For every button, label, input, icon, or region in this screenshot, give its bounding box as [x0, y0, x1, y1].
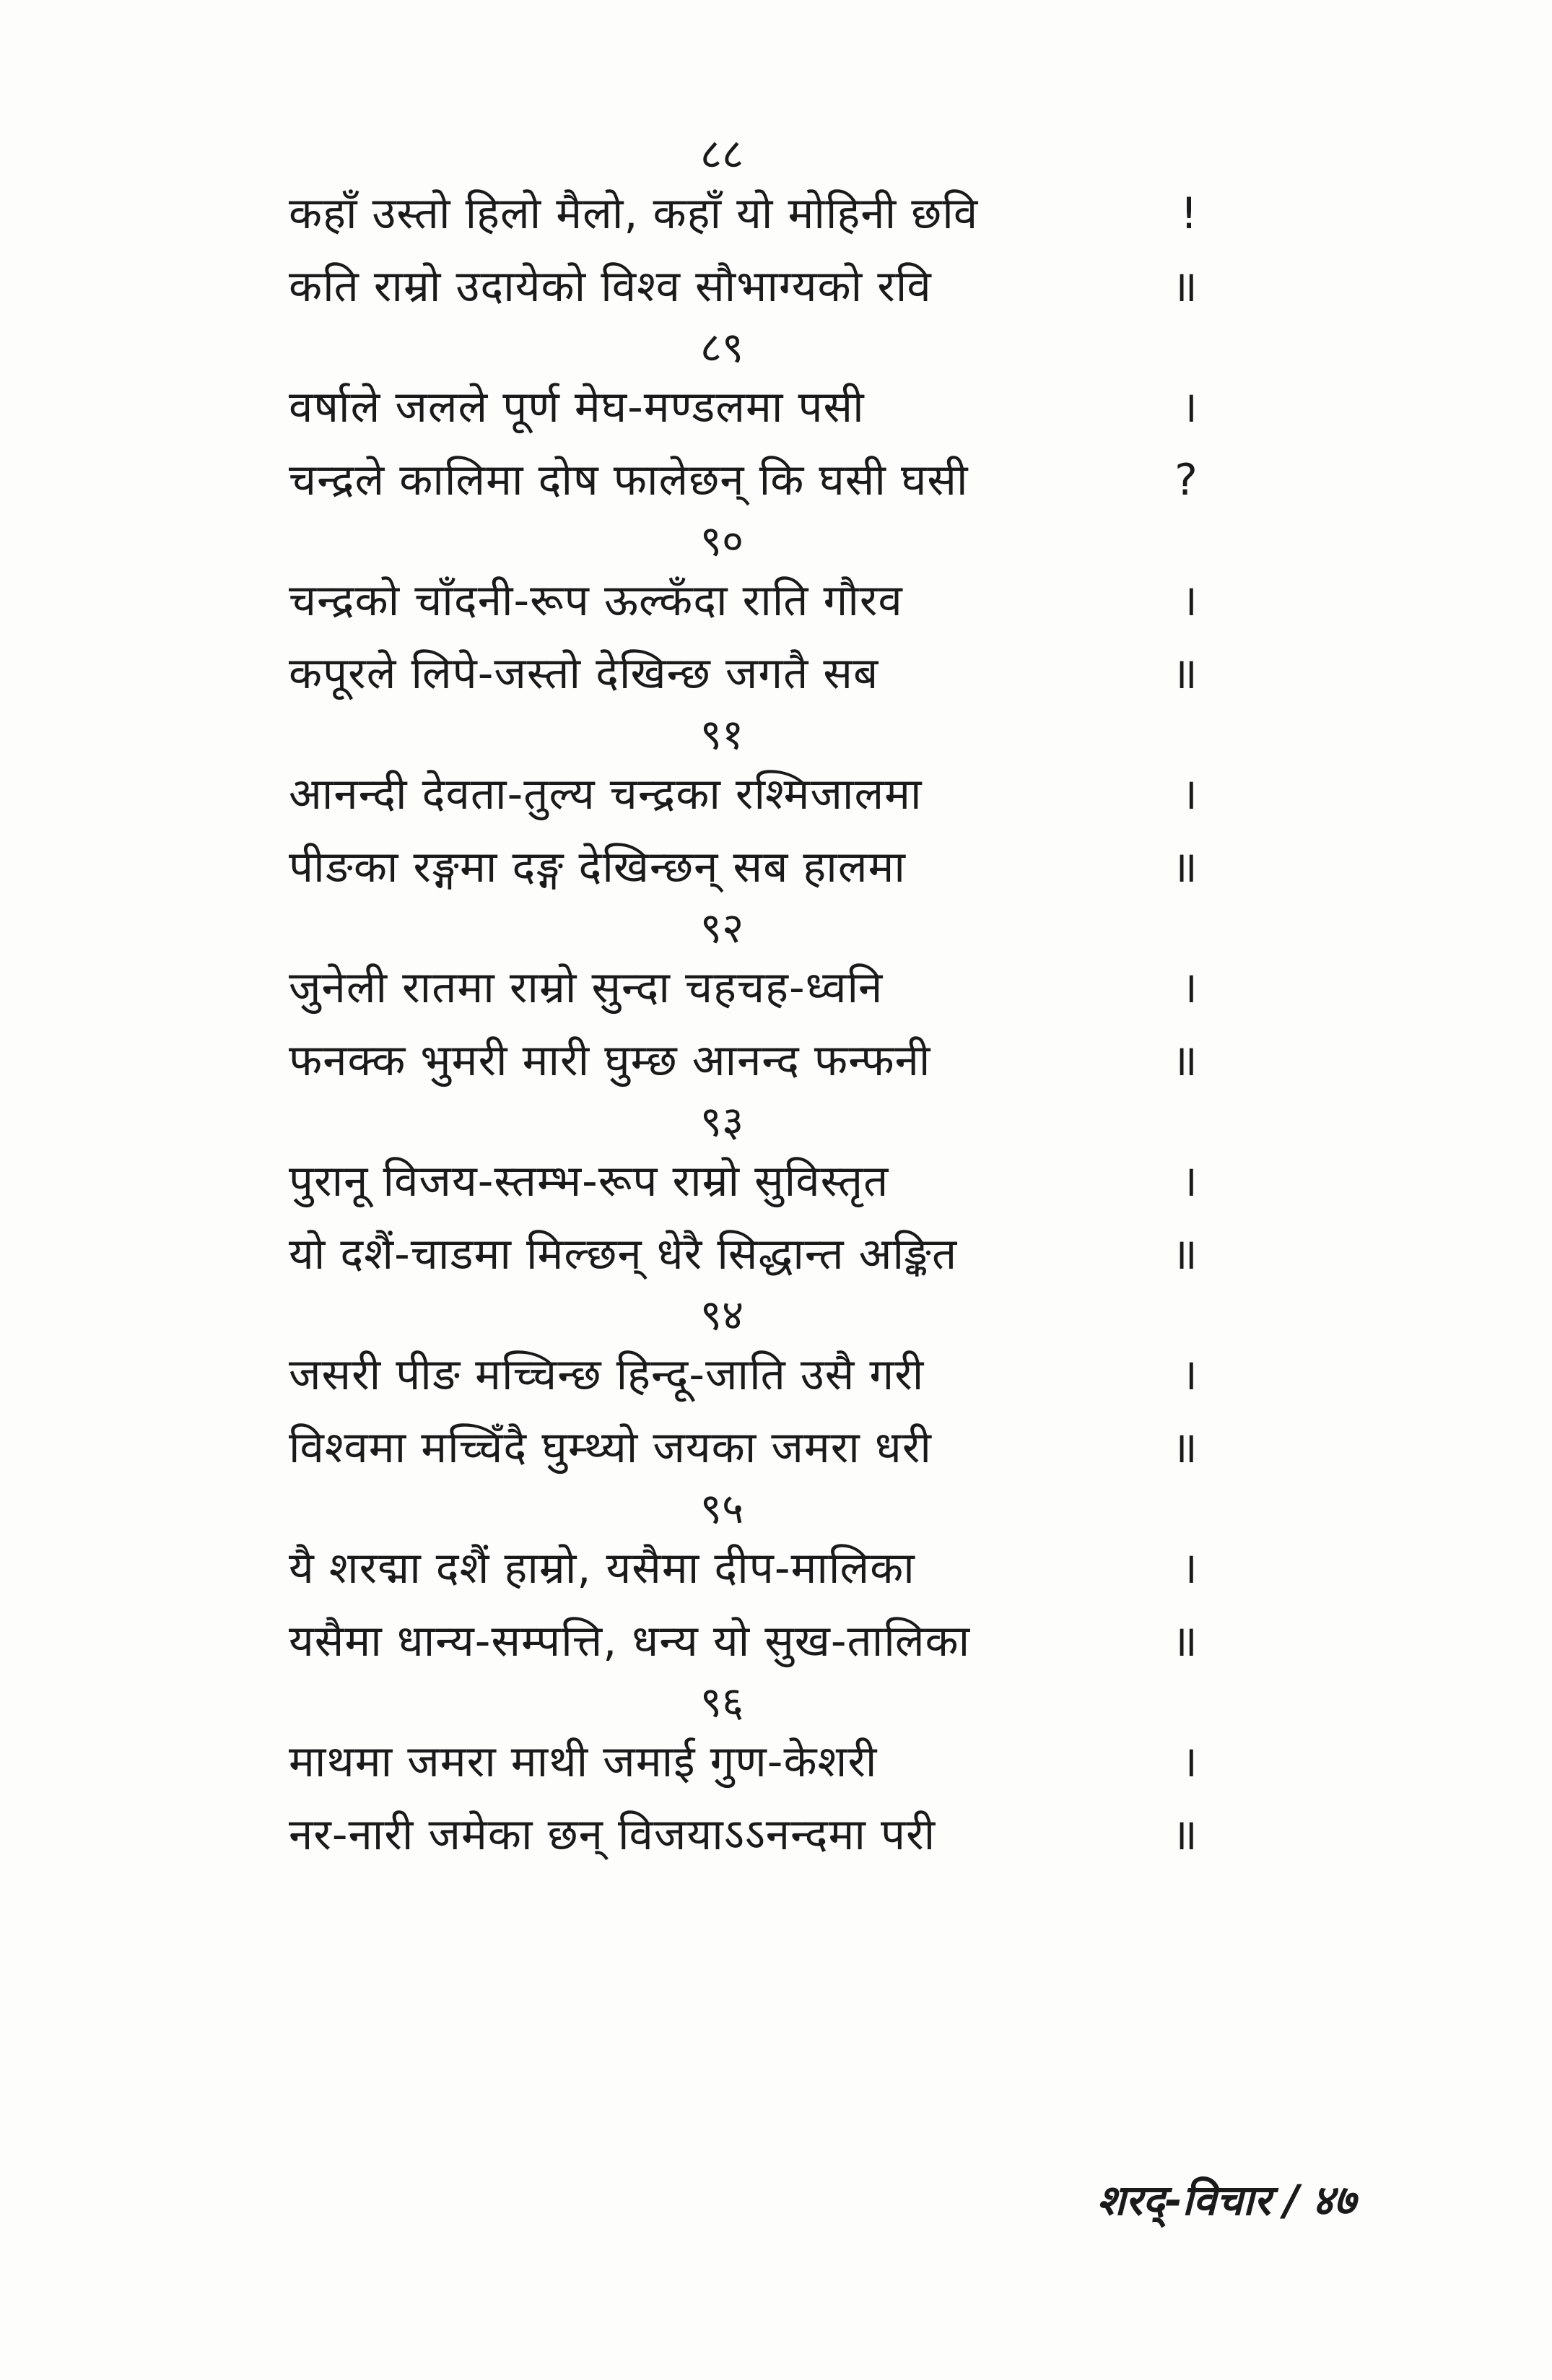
- verse-number: ९५: [699, 1484, 744, 1533]
- verse-number: ८८: [699, 129, 744, 178]
- book-title: शरद्-विचार: [1097, 2176, 1271, 2225]
- verse-line-mark: ॥: [1172, 1035, 1198, 1086]
- stanza: [289, 1098, 1198, 1291]
- page-footer: [1097, 2170, 1356, 2227]
- verse-line: [289, 638, 1198, 711]
- verse-line-mark: ॥: [1172, 842, 1198, 892]
- verse-line-text: कति राम्रो उदायेको विश्व सौभाग्यको रवि: [289, 261, 932, 312]
- verse-line-mark: ।: [1181, 963, 1198, 1013]
- verse-line: [289, 1412, 1198, 1485]
- verse-line: [289, 952, 1198, 1025]
- verse-line-text: चन्द्रको चाँदनी-रूप ऊल्कँदा राति गौरव: [289, 576, 903, 626]
- verse-line-mark: ।: [1181, 1156, 1198, 1207]
- stanza: [289, 323, 1198, 517]
- page-number: ४७: [1312, 2176, 1356, 2225]
- verse-line-mark: ॥: [1172, 1616, 1198, 1667]
- verse-number: ९४: [699, 1290, 744, 1339]
- verse-line-mark: ॥: [1172, 261, 1198, 312]
- verse-line-text: आनन्दी देवता-तुल्य चन्द्रका रश्मिजालमा: [289, 769, 923, 820]
- verse-number: ८९: [699, 323, 744, 372]
- verse-line-mark: ?: [1174, 455, 1198, 505]
- verse-line-text: जसरी पीङ मच्चिन्छ हिन्दू-जाति उसै गरी: [289, 1350, 925, 1400]
- verse-line-mark: ॥: [1172, 1810, 1198, 1860]
- verse-line: [289, 565, 1198, 638]
- verse-line-mark: ।: [1181, 1737, 1198, 1787]
- stanza: [289, 1291, 1198, 1485]
- verse-line: [289, 444, 1198, 517]
- verse-number: ९३: [699, 1097, 744, 1146]
- verse-line: [289, 758, 1198, 831]
- verse-line-text: कहाँ उस्तो हिलो मैलो, कहाँ यो मोहिनी छवि: [289, 188, 979, 239]
- verse-line-text: जुनेली रातमा राम्रो सुन्दा चहचह-ध्वनि: [289, 963, 884, 1013]
- verse-line-text: पुरानू विजय-स्तम्भ-रूप राम्रो सुविस्तृत: [289, 1156, 889, 1207]
- verse-line-text: नर-नारी जमेका छन् विजयाऽऽनन्दमा परी: [289, 1810, 936, 1860]
- stanza: [289, 711, 1198, 904]
- verse-number: ९६: [699, 1677, 744, 1727]
- verse-line: [289, 1532, 1198, 1605]
- verse-line: [289, 831, 1198, 904]
- verse-line-mark: ।: [1181, 1350, 1198, 1400]
- verse-line-mark: ।: [1181, 382, 1198, 433]
- verse-line-text: पीङका रङ्गमा दङ्ग देखिन्छन् सब हालमा: [289, 842, 906, 892]
- verse-line-mark: ॥: [1172, 648, 1198, 699]
- verse-line: [289, 1605, 1198, 1678]
- stanza: [289, 517, 1198, 711]
- verse-line-text: विश्वमा मच्चिँदै घुम्थ्यो जयका जमरा धरी: [289, 1423, 932, 1473]
- verse-line-mark: ॥: [1172, 1423, 1198, 1473]
- verse-line: [289, 1145, 1198, 1218]
- verse-line: [289, 1726, 1198, 1799]
- verse-line: [289, 1799, 1198, 1872]
- verse-line: [289, 1218, 1198, 1291]
- verse-line-text: फनक्क भुमरी मारी घुम्छ आनन्द फन्फनी: [289, 1035, 931, 1086]
- verse-line: [289, 1025, 1198, 1098]
- verse-line-mark: ।: [1181, 1543, 1198, 1594]
- footer-separator: /: [1283, 2176, 1299, 2225]
- verse-number: ९२: [699, 903, 744, 952]
- verse-line-mark: ।: [1181, 576, 1198, 626]
- verse-line-text: चन्द्रले कालिमा दोष फालेछन् कि घसी घसी: [289, 455, 969, 505]
- stanza: [289, 1678, 1198, 1872]
- verse-line: [289, 178, 1198, 251]
- stanza: [289, 904, 1198, 1098]
- verse-line-text: वर्षाले जलले पूर्ण मेघ-मण्डलमा पसी: [289, 382, 865, 433]
- verse-line: [289, 1339, 1198, 1412]
- verse-number: ९०: [699, 516, 744, 565]
- verse-line-text: यसैमा धान्य-सम्पत्ति, धन्य यो सुख-तालिका: [289, 1616, 971, 1667]
- verse-line: [289, 251, 1198, 323]
- verse-line-text: माथमा जमरा माथी जमाई गुण-केशरी: [289, 1737, 878, 1787]
- verse-line-mark: ॥: [1172, 1229, 1198, 1280]
- verse-line-mark: ।: [1181, 769, 1198, 820]
- verse-line-text: कपूरले लिपे-जस्तो देखिन्छ जगतै सब: [289, 648, 879, 699]
- verse-number: ९१: [699, 710, 744, 759]
- poem-body: [289, 130, 1198, 1872]
- verse-line-text: यो दशैं-चाडमा मिल्छन् धेरै सिद्धान्त अङ्कित: [289, 1229, 958, 1280]
- stanza: [289, 1485, 1198, 1678]
- verse-line: [289, 371, 1198, 444]
- stanza: [289, 130, 1198, 323]
- verse-line-text: यै शरद्मा दशैं हाम्रो, यसैमा दीप-मालिका: [289, 1543, 915, 1594]
- verse-line-mark: !: [1180, 188, 1198, 239]
